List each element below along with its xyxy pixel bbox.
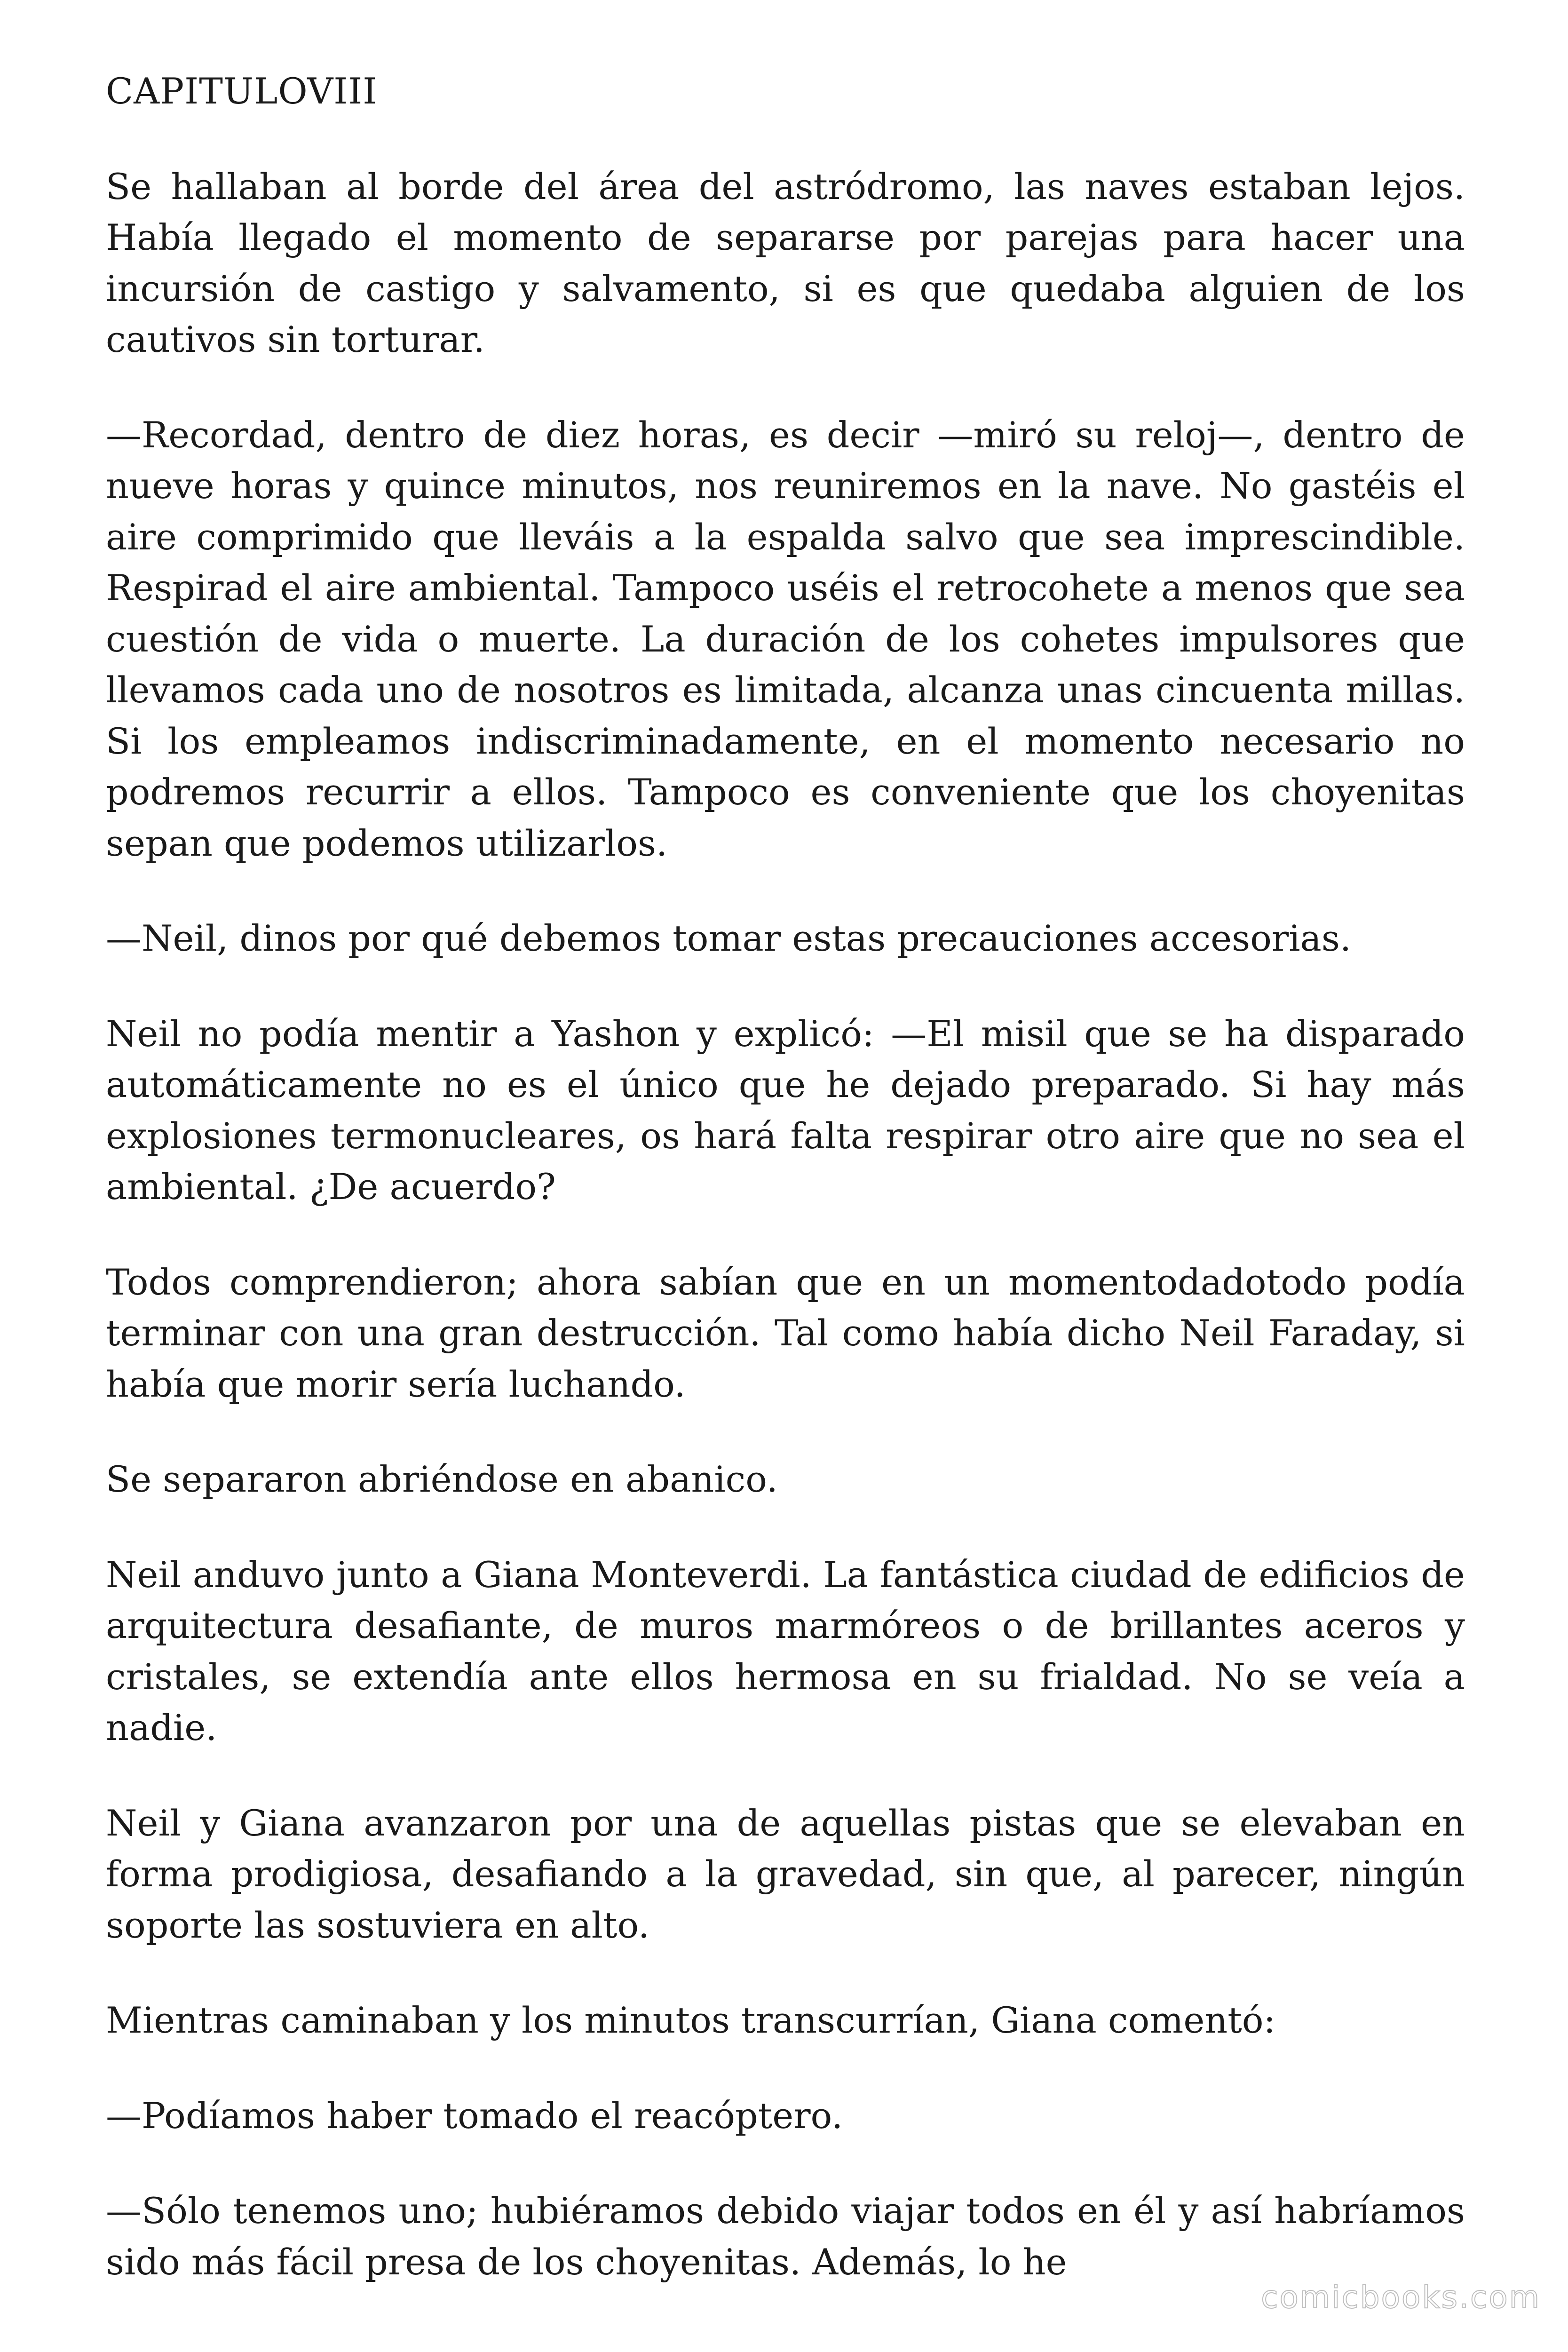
paragraph: —Sólo tenemos uno; hubiéramos debido viajar todos en él y así habríamos sido más fácil presa de los choyenitas. Además, lo he (106, 2190, 1465, 2283)
text-column (106, 66, 1465, 2288)
paragraph: Mientras caminaban y los minutos transcurrían, Giana comentó: (106, 1999, 1276, 2041)
paragraph: Todos comprendieron; ahora sabían que en un momentodadotodo podía terminar con una gran destrucción. Tal como había dicho Neil Faraday, si había que morir sería luchando. (106, 1261, 1465, 1405)
paragraph: Neil y Giana avanzaron por una de aquellas pistas que se elevaban en forma prodigiosa, desafiando a la gravedad, sin que, al parecer, ningún soporte las sostuviera en alto. (106, 1802, 1465, 1946)
paragraph: Se separaron abriéndose en abanico. (106, 1458, 778, 1500)
paragraph: Neil no podía mentir a Yashon y explicó: —El misil que se ha disparado automáticamente no es el único que he dejado preparado. Si hay más explosiones termonucleares, os hará falta respirar otro aire que no sea el ambiental. ¿De acuerdo? (106, 1012, 1465, 1208)
watermark-logo: comicbooks.com (1261, 2279, 1541, 2315)
chapter-title: CAPITULOVIII (106, 70, 378, 112)
paragraph: —Podíamos haber tomado el reacóptero. (106, 2094, 843, 2137)
paragraph: —Recordad, dentro de diez horas, es decir —miró su reloj—, dentro de nueve horas y quince minutos, nos reuniremos en la nave. No gastéis el aire comprimido que lleváis a la espalda salvo que sea imprescindible. Respirad el aire ambiental. Tampoco uséis el retrocohete a menos que sea cuestión de vida o muerte. La duración de los cohetes impulsores que llevamos cada uno de nosotros es limitada, alcanza unas cincuenta millas. Si los empleamos indiscriminadamente, en el momento necesario no podremos recurrir a ellos. Tampoco es conveniente que los choyenitas sepan que podemos utilizarlos. (106, 413, 1465, 864)
paragraph: Se hallaban al borde del área del astródromo, las naves estaban lejos. Había llegado el momento de separarse por parejas para hacer una incursión de castigo y salvamento, si es que quedaba alguien de los cautivos sin torturar. (106, 165, 1465, 360)
paragraph: Neil anduvo junto a Giana Monteverdi. La fantástica ciudad de edificios de arquitectura desafiante, de muros marmóreos o de brillantes aceros y cristales, se extendía ante ellos hermosa en su frialdad. No se veía a nadie. (106, 1553, 1465, 1748)
paragraph: —Neil, dinos por qué debemos tomar estas precauciones accesorias. (106, 917, 1352, 959)
